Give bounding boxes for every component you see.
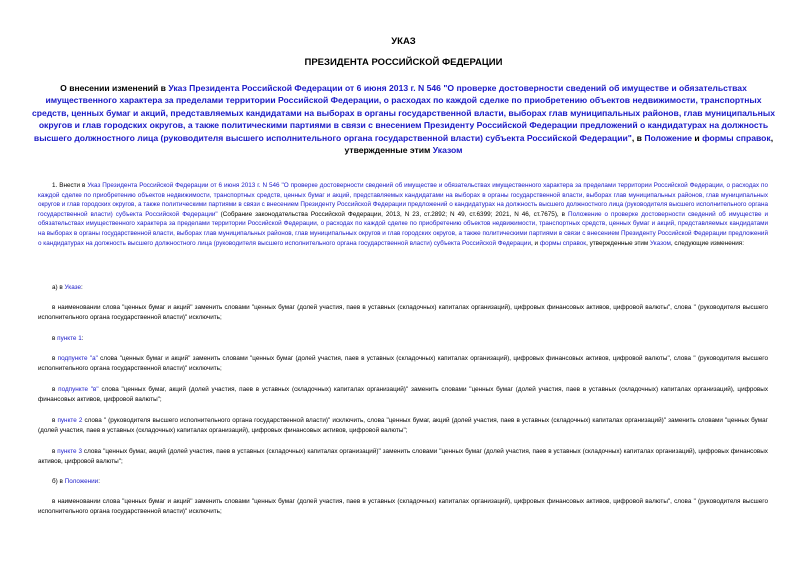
title-link-decree-short[interactable]: Указом	[432, 145, 463, 156]
sub-a-text: слова "ценных бумаг и акций" заменить словами "ценных бумаг (долей участия, паев в уставных (складочных) капиталах организаций), цифровых финансовых активов, цифровой валюты", слова " (руководителя высшего исполнительного органа государственной власти)" исключить;	[38, 355, 768, 372]
title-link-forms[interactable]: формы справок	[702, 132, 771, 143]
item-p1-suffix: :	[81, 335, 84, 342]
para1-mid1: (Собрание законодательства Российской Федерации, 2013, N 23, ст.2892; N 49, ст.6399; 2021, N 46, ст.7675), в	[217, 210, 569, 218]
sub-a-prefix: в	[52, 355, 58, 362]
decree-authority: ПРЕЗИДЕНТА РОССИЙСКОЙ ФЕДЕРАЦИИ	[304, 57, 503, 68]
title-mid2: и	[692, 132, 703, 143]
subitem-v	[38, 385, 768, 404]
para1-mid3: , утвержденные этим	[586, 239, 651, 247]
p2-prefix: в	[52, 417, 58, 424]
para1-mid2: , и	[531, 239, 540, 247]
sub-v-text: слова "ценных бумаг, акций (долей участия, паев в уставных (складочных) капиталах организаций)" заменить словами "ценных бумаг (долей участия, паев в уставных (складочных) капиталах организаций), цифровых финансовых активов, цифровой валюты";	[38, 386, 768, 403]
item-b-text: в наименовании слова "ценных бумаг и акций" заменить словами "ценных бумаг (долей участия, паев в уставных (складочных) капиталах организаций), цифровых финансовых активов, цифровой валюты", слова " (руководителя высшего исполнительного органа государственной власти)" исключить;	[38, 498, 768, 515]
decree-heading: УКАЗ	[391, 36, 416, 47]
para1-link-decree[interactable]: Указ Президента Российской Федерации от 6 июня 2013 г. N 546 "О проверке достоверности сведений об имуществе и обязательствах имущественного характера за пределами территории Российской Федерации, о расходах по каждой сделке по приобретению объектов недвижимости, транспортных средств, ценных бумаг и акций, представляемых кандидатами на выборах в органы государственной власти, выборах глав муниципальных районов, глав муниципальных округов и глав городских округов, а также политическими партиями в связи с внесением Президенту Российской Федерации предложений о кандидатурах на должность высшего должностного лица (руководителя высшего исполнительного органа государственной власти) субъекта Российской Федерации"	[38, 182, 768, 218]
paragraph-1	[38, 181, 768, 248]
item-a-link[interactable]: Указе	[64, 284, 82, 291]
subitem-a	[38, 354, 768, 373]
item-b-prefix: б) в	[52, 478, 65, 485]
item-p1-prefix: в	[52, 335, 58, 342]
sub-a-link[interactable]: подпункте "а"	[57, 355, 98, 362]
para1-link-forms[interactable]: формы справок	[539, 239, 587, 247]
item-a-text: в наименовании слова "ценных бумаг и акций" заменить словами "ценных бумаг (долей участия, паев в уставных (складочных) капиталах организаций), цифровых финансовых активов, цифровой валюты", слова " (руководителя высшего исполнительного органа государственной власти)" исключить;	[38, 304, 768, 321]
item-a-prefix: а) в	[52, 284, 65, 291]
title-mid3: , утвержденные этим	[344, 132, 774, 156]
item-b-link[interactable]: Положении	[64, 478, 99, 485]
point-2-change	[38, 416, 768, 435]
item-b	[38, 477, 768, 487]
para1-link-decree-short[interactable]: Указом	[650, 239, 671, 247]
item-a	[38, 283, 768, 293]
sub-v-prefix: в	[52, 386, 59, 393]
document-title	[30, 82, 777, 156]
para1-start: 1. Внести в	[52, 182, 88, 189]
item-point-1	[38, 334, 768, 344]
title-mid1: , в	[631, 132, 645, 143]
title-prefix: О внесении изменений в	[60, 83, 169, 93]
p2-link[interactable]: пункте 2	[57, 417, 83, 424]
sub-v-link[interactable]: подпункте "в"	[58, 386, 99, 393]
point-3-change	[38, 447, 768, 466]
title-link-decree[interactable]: Указ Президента Российской Федерации от 6 июня 2013 г. N 546 "О проверке достоверности сведений об имуществе и обязательствах имущественного характера за пределами территории Российской Федерации, о расходах по каждой сделке по приобретению объектов недвижимости, транспортных средств, ценных бумаг и акций, представляемых кандидатами на выборах в органы государственной власти, выборах глав муниципальных районов, глав муниципальных округов и глав городских округов, а также политическими партиями в связи с внесением Президенту Российской Федерации предложений о кандидатурах на должность высшего должностного лица (руководителя высшего исполнительного органа государственной власти) субъекта Российской Федерации"	[32, 83, 775, 143]
p2-text: слова " (руководителя высшего исполнительного органа государственной власти)" исключить, слова "ценных бумаг, акций (долей участия, паев в уставных (складочных) капиталах организаций)" заменить словами "ценных бумаг (долей участия, паев в уставных (складочных) капиталах организаций), цифровых финансовых активов, цифровой валюты";	[38, 417, 768, 434]
p3-text: слова "ценных бумаг, акций (долей участия, паев в уставных (складочных) капиталах организаций)" заменить словами "ценных бумаг (долей участия, паев в уставных (складочных) капиталах организаций), цифровых финансовых активов, цифровой валюты";	[38, 448, 768, 465]
item-b-suffix: :	[98, 478, 100, 485]
para1-end: , следующие изменения:	[670, 239, 744, 247]
item-p1-link[interactable]: пункте 1	[57, 335, 82, 342]
item-a-suffix: :	[81, 284, 83, 291]
title-link-regulation[interactable]: Положение	[644, 132, 693, 143]
p3-link[interactable]: пункте 3	[57, 448, 83, 455]
para1-link-regulation[interactable]: Положение о проверке достоверности сведений об имуществе и обязательствах имущественного характера за пределами территории Российской Федерации, о расходах по каждой сделке по приобретению объектов недвижимости, транспортных средств, ценных бумаг и акций, представляемых кандидатами на выборах в органы государственной власти, выборах глав муниципальных районов, глав муниципальных округов и глав городских округов, а также политическими партиями в связи с внесением Президенту Российской Федерации предложений о кандидатурах на должность высшего должностного лица (руководителя высшего исполнительного органа государственной власти) субъекта Российской Федерации	[38, 210, 768, 247]
p3-prefix: в	[52, 448, 58, 455]
